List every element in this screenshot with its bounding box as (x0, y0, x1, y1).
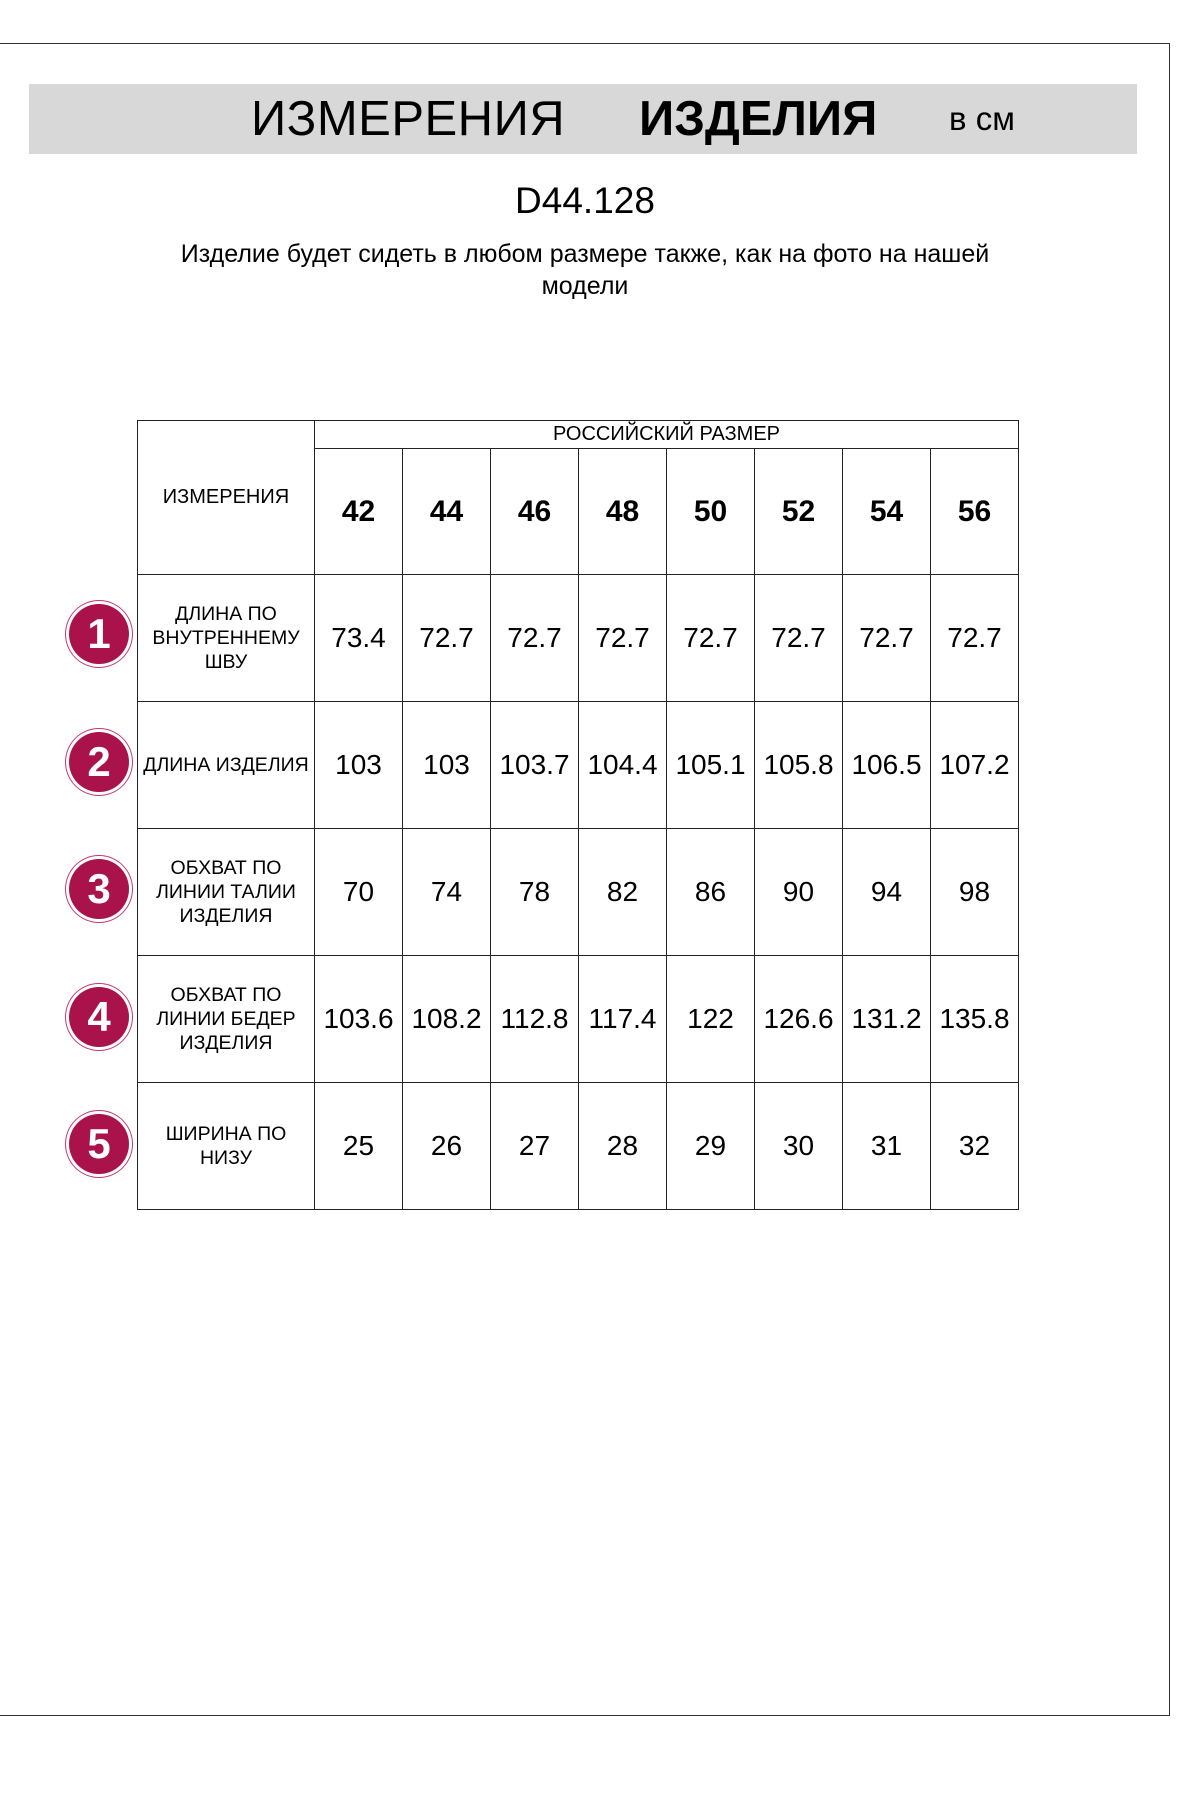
row-number-badge: 1 (69, 604, 129, 664)
measurement-value: 29 (667, 1083, 755, 1210)
measurement-value: 105.8 (755, 702, 843, 829)
measurement-label: ШИРИНА ПО НИЗУ (138, 1083, 315, 1210)
title-product: ИЗДЕЛИЯ (639, 92, 878, 146)
measurement-value: 72.7 (667, 575, 755, 702)
title-bar (29, 84, 1137, 154)
table-header-row (138, 421, 1019, 449)
size-header: 50 (667, 449, 755, 575)
measurement-value: 78 (491, 829, 579, 956)
size-table (137, 420, 1019, 1210)
measurement-value: 27 (491, 1083, 579, 1210)
table-row (138, 1083, 1019, 1210)
product-code: D44.128 (515, 180, 655, 221)
measurement-value: 90 (755, 829, 843, 956)
measurement-value: 32 (931, 1083, 1019, 1210)
size-header: 48 (579, 449, 667, 575)
measurement-value: 72.7 (755, 575, 843, 702)
title-measurements: ИЗМЕРЕНИЯ (251, 92, 566, 146)
measurement-value: 112.8 (491, 956, 579, 1083)
measurement-value: 94 (843, 829, 931, 956)
fit-note: Изделие будет сидеть в любом размере также, как на фото на нашей модели (180, 240, 990, 300)
measurement-value: 103.7 (491, 702, 579, 829)
table-row (138, 575, 1019, 702)
measurement-label: ДЛИНА ИЗДЕЛИЯ (138, 702, 315, 829)
measurement-value: 103.6 (315, 956, 403, 1083)
measurement-label: ОБХВАТ ПО ЛИНИИ БЕДЕР ИЗДЕЛИЯ (138, 956, 315, 1083)
measurement-value: 82 (579, 829, 667, 956)
measurement-value: 31 (843, 1083, 931, 1210)
measurement-value: 86 (667, 829, 755, 956)
measurement-label: ОБХВАТ ПО ЛИНИИ ТАЛИИ ИЗДЕЛИЯ (138, 829, 315, 956)
size-header: 54 (843, 449, 931, 575)
measurement-value: 30 (755, 1083, 843, 1210)
measurement-value: 70 (315, 829, 403, 956)
measurement-value: 122 (667, 956, 755, 1083)
size-header: 52 (755, 449, 843, 575)
measurement-value: 108.2 (403, 956, 491, 1083)
table-body (138, 575, 1019, 1210)
size-header: 44 (403, 449, 491, 575)
table-row (138, 956, 1019, 1083)
measurement-value: 107.2 (931, 702, 1019, 829)
row-number-badge: 2 (69, 732, 129, 792)
measurement-value: 72.7 (843, 575, 931, 702)
table-row (138, 829, 1019, 956)
measurement-value: 135.8 (931, 956, 1019, 1083)
size-header: 56 (931, 449, 1019, 575)
measurement-value: 73.4 (315, 575, 403, 702)
row-number-badge: 3 (69, 859, 129, 919)
measurement-value: 117.4 (579, 956, 667, 1083)
measurement-value: 105.1 (667, 702, 755, 829)
measurement-value: 106.5 (843, 702, 931, 829)
measurement-value: 131.2 (843, 956, 931, 1083)
measurement-value: 74 (403, 829, 491, 956)
measurement-value: 103 (315, 702, 403, 829)
measurement-value: 72.7 (403, 575, 491, 702)
measurement-label: ДЛИНА ПО ВНУТРЕННЕМУ ШВУ (138, 575, 315, 702)
measurement-value: 72.7 (579, 575, 667, 702)
measurement-value: 25 (315, 1083, 403, 1210)
measurement-value: 126.6 (755, 956, 843, 1083)
measurement-value: 26 (403, 1083, 491, 1210)
table-row (138, 702, 1019, 829)
size-header: 46 (491, 449, 579, 575)
row-number-badge: 5 (69, 1114, 129, 1174)
measurement-value: 98 (931, 829, 1019, 956)
measurement-value: 72.7 (931, 575, 1019, 702)
measurement-value: 28 (579, 1083, 667, 1210)
measurement-value: 104.4 (579, 702, 667, 829)
measurement-value: 103 (403, 702, 491, 829)
title-unit: в см (949, 100, 1015, 137)
size-header: 42 (315, 449, 403, 575)
measurement-value: 72.7 (491, 575, 579, 702)
measure-header: ИЗМЕРЕНИЯ (138, 421, 315, 575)
size-system-header: РОССИЙСКИЙ РАЗМЕР (315, 421, 1019, 449)
row-number-badge: 4 (69, 987, 129, 1047)
